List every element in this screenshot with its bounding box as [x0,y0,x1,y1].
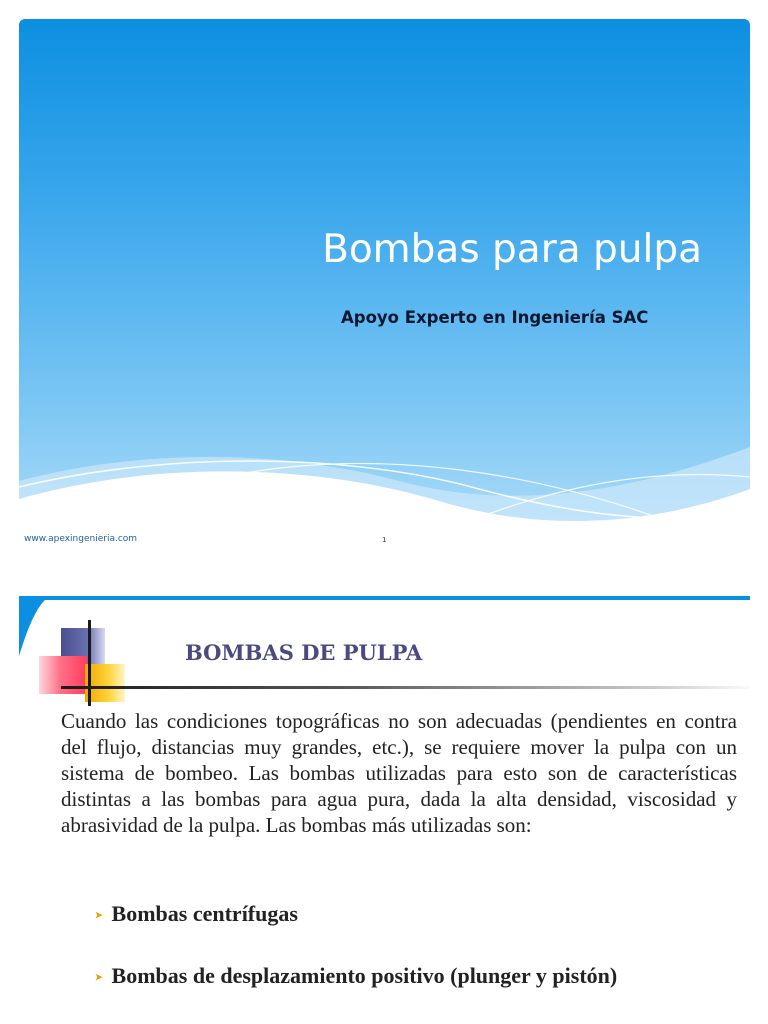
bullet-label: Bombas centrífugas [111,901,298,926]
slide-subtitle: Apoyo Experto en Ingeniería SAC [341,308,649,327]
bullet-label: Bombas de desplazamiento positivo (plunger y pistón) [111,963,618,988]
body-paragraph: Cuando las condiciones topográficas no son adecuadas (pendientes en contra del flujo, distancias muy grandes, etc.), se requiere mover la pulpa con un sistema de bombeo. Las bombas utilizadas para esto son de características distintas a las bombas para agua pura, dada la alta densidad, viscosidad y abrasividad de la pulpa. Las bombas más utilizadas son: [61,709,737,837]
arrow-bullet-icon: ➤ [95,910,103,921]
yellow-square [85,664,125,702]
horizontal-rule [61,686,750,689]
top-accent-bar [19,596,750,600]
footer-url-link[interactable]: www.apexingenieria.com [24,534,138,544]
arrow-bullet-icon: ➤ [95,972,103,983]
page-number: 1 [382,536,387,544]
slide-title: Bombas para pulpa [322,227,702,272]
vertical-rule [88,620,91,706]
list-item [95,963,617,989]
logo-squares-decoration [39,620,149,706]
title-slide [19,19,750,562]
content-slide [19,596,750,1024]
section-heading: BOMBAS DE PULPA [185,640,423,665]
list-item [95,901,298,927]
